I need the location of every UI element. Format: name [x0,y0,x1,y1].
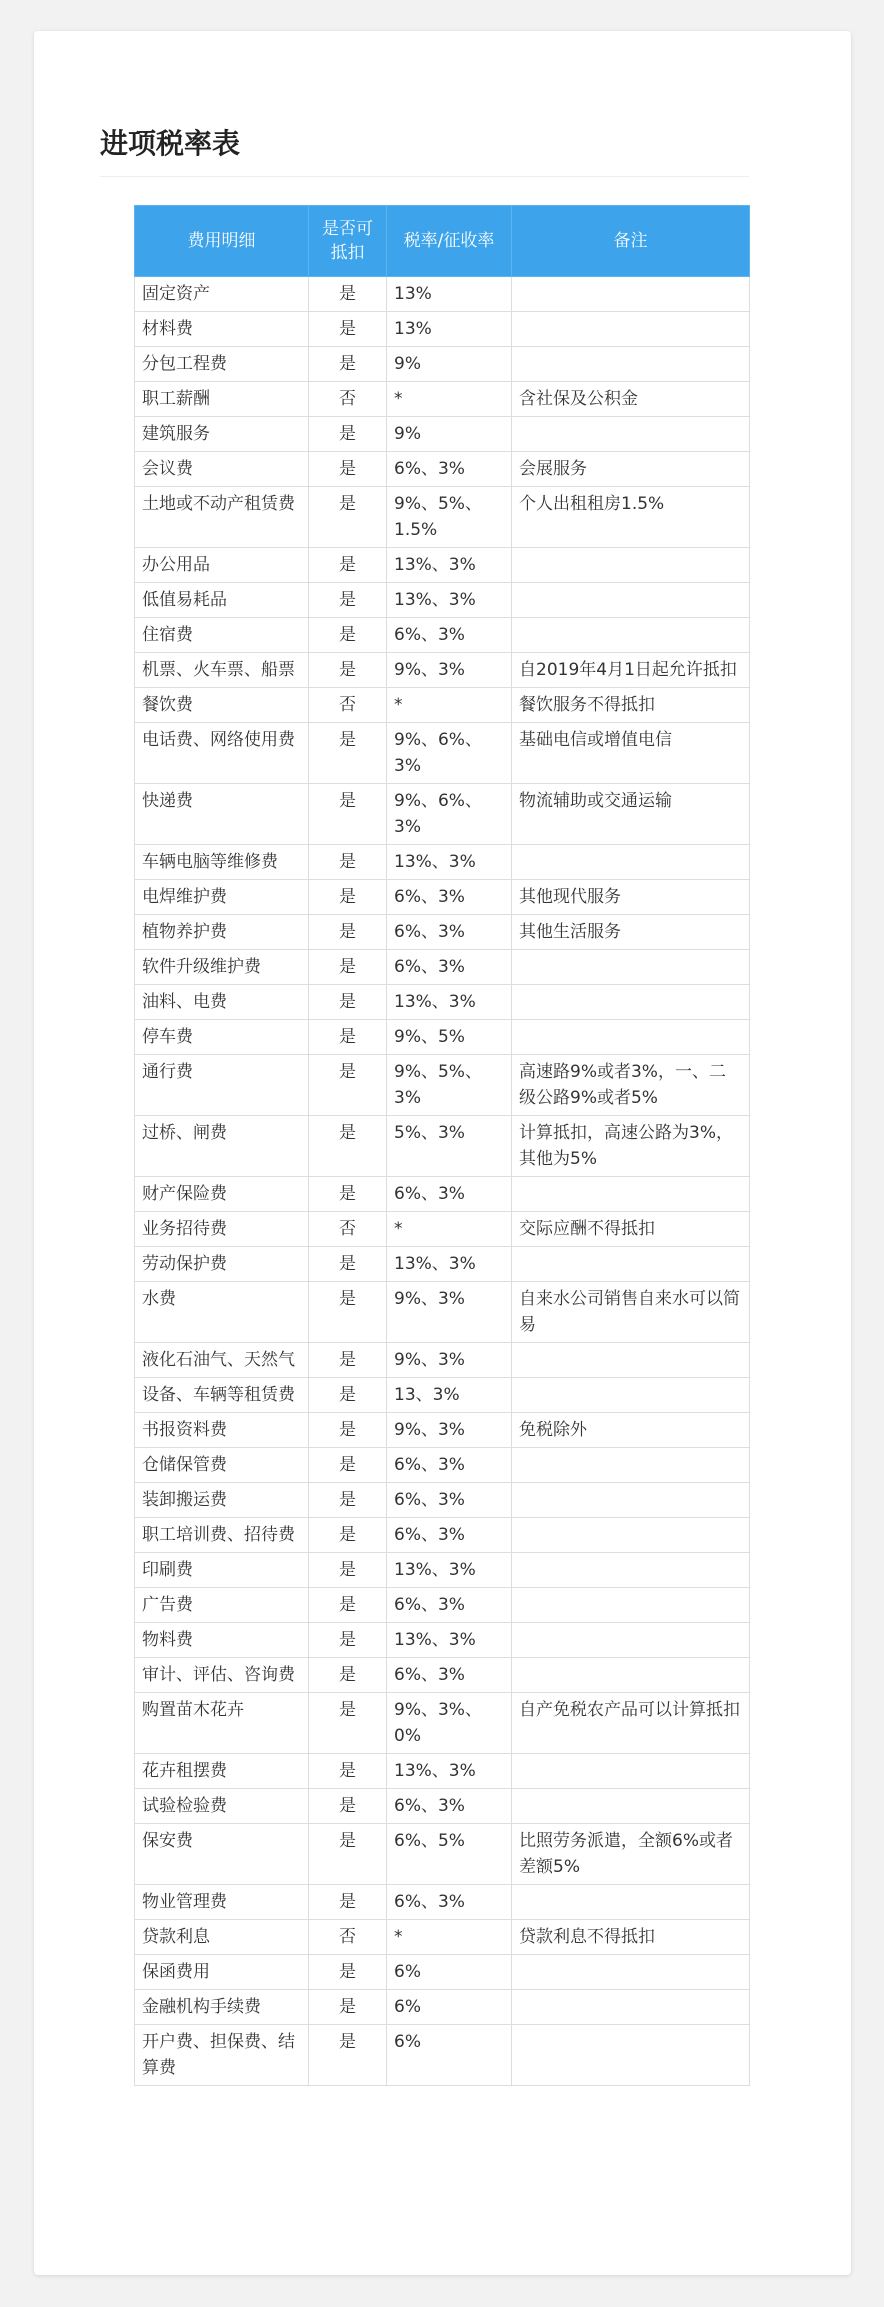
table-row [135,1177,750,1212]
cell-deductible: 是 [309,1055,387,1116]
cell-deductible: 是 [309,1247,387,1282]
cell-note: 餐饮服务不得抵扣 [512,688,750,723]
cell-deductible: 是 [309,950,387,985]
cell-note [512,1247,750,1282]
table-row [135,985,750,1020]
cell-note [512,1623,750,1658]
cell-item: 保函费用 [135,1955,309,1990]
header-rate: 税率/征收率 [387,206,512,277]
table-row [135,382,750,417]
cell-note: 计算抵扣，高速公路为3%，其他为5% [512,1116,750,1177]
cell-rate: 6%、5% [387,1824,512,1885]
cell-rate: 6% [387,1955,512,1990]
table-row [135,1483,750,1518]
cell-note [512,277,750,312]
cell-deductible: 是 [309,985,387,1020]
table-row [135,347,750,382]
table-row [135,950,750,985]
cell-rate: 6%、3% [387,1448,512,1483]
cell-note: 贷款利息不得抵扣 [512,1920,750,1955]
cell-deductible: 是 [309,1693,387,1754]
cell-rate: 6% [387,2025,512,2086]
cell-item: 办公用品 [135,548,309,583]
cell-rate: 9%、3% [387,653,512,688]
cell-rate: * [387,688,512,723]
cell-note: 高速路9%或者3%，一、二级公路9%或者5% [512,1055,750,1116]
table-row [135,1623,750,1658]
cell-rate: 5%、3% [387,1116,512,1177]
table-row [135,277,750,312]
header-row [135,206,750,277]
cell-item: 花卉租摆费 [135,1754,309,1789]
cell-rate: 6%、3% [387,1588,512,1623]
cell-rate: 13%、3% [387,583,512,618]
cell-rate: 13% [387,277,512,312]
cell-note [512,1658,750,1693]
cell-deductible: 否 [309,1920,387,1955]
cell-note: 含社保及公积金 [512,382,750,417]
cell-note [512,1177,750,1212]
cell-item: 物料费 [135,1623,309,1658]
header-note: 备注 [512,206,750,277]
table-row [135,1754,750,1789]
table-row [135,1789,750,1824]
cell-note [512,2025,750,2086]
cell-rate: 6% [387,1990,512,2025]
cell-note [512,347,750,382]
cell-deductible: 是 [309,1588,387,1623]
cell-item: 劳动保护费 [135,1247,309,1282]
table-header [135,206,750,277]
table-row [135,1212,750,1247]
cell-deductible: 是 [309,452,387,487]
cell-note: 基础电信或增值电信 [512,723,750,784]
cell-note [512,1754,750,1789]
table-row [135,784,750,845]
table-row [135,1588,750,1623]
cell-rate: 9%、5% [387,1020,512,1055]
cell-item: 油料、电费 [135,985,309,1020]
table-row [135,1885,750,1920]
cell-deductible: 是 [309,1448,387,1483]
cell-rate: 13%、3% [387,1553,512,1588]
cell-note [512,1955,750,1990]
cell-note: 其他现代服务 [512,880,750,915]
cell-deductible: 是 [309,417,387,452]
table-row [135,452,750,487]
table-row [135,548,750,583]
cell-note: 比照劳务派遣，全额6%或者差额5% [512,1824,750,1885]
cell-note: 免税除外 [512,1413,750,1448]
table-row [135,845,750,880]
table-row [135,487,750,548]
table-row [135,653,750,688]
cell-deductible: 是 [309,277,387,312]
cell-note [512,618,750,653]
cell-item: 机票、火车票、船票 [135,653,309,688]
cell-rate: 13、3% [387,1378,512,1413]
cell-rate: 13% [387,312,512,347]
cell-note [512,985,750,1020]
cell-deductible: 是 [309,2025,387,2086]
cell-note [512,1343,750,1378]
cell-note [512,1885,750,1920]
cell-rate: * [387,1212,512,1247]
cell-deductible: 是 [309,1824,387,1885]
cell-item: 开户费、担保费、结算费 [135,2025,309,2086]
cell-deductible: 是 [309,583,387,618]
table-row [135,1247,750,1282]
table-row [135,1116,750,1177]
cell-deductible: 是 [309,1378,387,1413]
cell-deductible: 是 [309,845,387,880]
table-row [135,312,750,347]
cell-deductible: 否 [309,688,387,723]
cell-note [512,583,750,618]
cell-deductible: 是 [309,1623,387,1658]
cell-rate: 9% [387,417,512,452]
cell-rate: 9%、3%、0% [387,1693,512,1754]
tax-rate-table [134,205,750,2086]
header-item: 费用明细 [135,206,309,277]
cell-rate: 9%、6%、3% [387,784,512,845]
cell-deductible: 是 [309,1343,387,1378]
cell-note: 自产免税农产品可以计算抵扣 [512,1693,750,1754]
cell-rate: 6%、3% [387,880,512,915]
cell-item: 液化石油气、天然气 [135,1343,309,1378]
table-row [135,1920,750,1955]
cell-rate: 6%、3% [387,618,512,653]
table-row [135,1693,750,1754]
cell-note [512,1378,750,1413]
cell-item: 书报资料费 [135,1413,309,1448]
cell-item: 试验检验费 [135,1789,309,1824]
cell-deductible: 是 [309,1518,387,1553]
cell-item: 建筑服务 [135,417,309,452]
cell-rate: 13%、3% [387,548,512,583]
cell-deductible: 是 [309,1282,387,1343]
cell-deductible: 是 [309,653,387,688]
cell-deductible: 是 [309,548,387,583]
cell-deductible: 是 [309,1116,387,1177]
table-body [135,277,750,2086]
cell-note: 物流辅助或交通运输 [512,784,750,845]
cell-item: 购置苗木花卉 [135,1693,309,1754]
cell-deductible: 是 [309,1553,387,1588]
cell-note [512,312,750,347]
cell-item: 快递费 [135,784,309,845]
cell-note: 自2019年4月1日起允许抵扣 [512,653,750,688]
cell-item: 停车费 [135,1020,309,1055]
cell-note [512,548,750,583]
cell-deductible: 是 [309,1754,387,1789]
cell-note [512,1448,750,1483]
cell-item: 职工薪酬 [135,382,309,417]
cell-note [512,1483,750,1518]
title-divider [100,176,749,177]
table-row [135,583,750,618]
cell-rate: 9%、5%、3% [387,1055,512,1116]
cell-item: 餐饮费 [135,688,309,723]
cell-item: 财产保险费 [135,1177,309,1212]
cell-note [512,950,750,985]
cell-item: 土地或不动产租赁费 [135,487,309,548]
cell-rate: 9%、6%、3% [387,723,512,784]
cell-rate: 6%、3% [387,1789,512,1824]
cell-note [512,1990,750,2025]
cell-item: 职工培训费、招待费 [135,1518,309,1553]
cell-rate: 9%、3% [387,1282,512,1343]
table-row [135,1282,750,1343]
cell-rate: 9%、3% [387,1343,512,1378]
cell-rate: 6%、3% [387,1518,512,1553]
table-row [135,1824,750,1885]
cell-rate: 13%、3% [387,985,512,1020]
table-row [135,1413,750,1448]
cell-rate: 9% [387,347,512,382]
cell-deductible: 是 [309,880,387,915]
cell-rate: 6%、3% [387,950,512,985]
table-row [135,1518,750,1553]
cell-item: 住宿费 [135,618,309,653]
cell-rate: 13%、3% [387,845,512,880]
table-row [135,1020,750,1055]
cell-rate: 9%、5%、1.5% [387,487,512,548]
cell-note: 会展服务 [512,452,750,487]
cell-note [512,1789,750,1824]
cell-item: 物业管理费 [135,1885,309,1920]
cell-rate: 6%、3% [387,1885,512,1920]
cell-rate: 9%、3% [387,1413,512,1448]
cell-deductible: 是 [309,1955,387,1990]
cell-item: 通行费 [135,1055,309,1116]
cell-item: 固定资产 [135,277,309,312]
cell-deductible: 否 [309,382,387,417]
cell-rate: 6%、3% [387,1483,512,1518]
cell-item: 电话费、网络使用费 [135,723,309,784]
cell-rate: 13%、3% [387,1623,512,1658]
cell-item: 印刷费 [135,1553,309,1588]
cell-note [512,845,750,880]
cell-item: 设备、车辆等租赁费 [135,1378,309,1413]
cell-note [512,417,750,452]
cell-deductible: 是 [309,1885,387,1920]
table-row [135,1343,750,1378]
cell-item: 装卸搬运费 [135,1483,309,1518]
cell-note [512,1020,750,1055]
cell-rate: 6%、3% [387,915,512,950]
table-row [135,1658,750,1693]
cell-item: 仓储保管费 [135,1448,309,1483]
table-row [135,723,750,784]
cell-deductible: 是 [309,1990,387,2025]
cell-note: 其他生活服务 [512,915,750,950]
table-row [135,2025,750,2086]
cell-deductible: 是 [309,347,387,382]
cell-note: 个人出租租房1.5% [512,487,750,548]
table-row [135,1378,750,1413]
cell-item: 水费 [135,1282,309,1343]
cell-deductible: 是 [309,1483,387,1518]
cell-rate: 6%、3% [387,1177,512,1212]
table-row [135,1055,750,1116]
cell-item: 保安费 [135,1824,309,1885]
cell-item: 贷款利息 [135,1920,309,1955]
cell-item: 车辆电脑等维修费 [135,845,309,880]
cell-deductible: 是 [309,1020,387,1055]
cell-deductible: 是 [309,915,387,950]
page-title: 进项税率表 [100,127,241,160]
cell-item: 植物养护费 [135,915,309,950]
table-row [135,1553,750,1588]
cell-deductible: 是 [309,487,387,548]
cell-deductible: 是 [309,1413,387,1448]
cell-item: 过桥、闸费 [135,1116,309,1177]
cell-item: 电焊维护费 [135,880,309,915]
cell-deductible: 是 [309,723,387,784]
cell-deductible: 否 [309,1212,387,1247]
cell-deductible: 是 [309,784,387,845]
cell-deductible: 是 [309,1789,387,1824]
cell-item: 审计、评估、咨询费 [135,1658,309,1693]
header-deductible: 是否可抵扣 [309,206,387,277]
table-row [135,1990,750,2025]
table-row [135,1955,750,1990]
table-row [135,915,750,950]
cell-item: 金融机构手续费 [135,1990,309,2025]
cell-item: 低值易耗品 [135,583,309,618]
cell-rate: 6%、3% [387,452,512,487]
cell-item: 分包工程费 [135,347,309,382]
cell-deductible: 是 [309,1658,387,1693]
cell-rate: * [387,382,512,417]
table-row [135,618,750,653]
cell-deductible: 是 [309,618,387,653]
cell-deductible: 是 [309,312,387,347]
cell-note: 交际应酬不得抵扣 [512,1212,750,1247]
cell-rate: * [387,1920,512,1955]
cell-note: 自来水公司销售自来水可以简易 [512,1282,750,1343]
cell-item: 材料费 [135,312,309,347]
cell-rate: 6%、3% [387,1658,512,1693]
cell-item: 会议费 [135,452,309,487]
cell-item: 广告费 [135,1588,309,1623]
cell-rate: 13%、3% [387,1247,512,1282]
cell-item: 软件升级维护费 [135,950,309,985]
cell-note [512,1518,750,1553]
cell-deductible: 是 [309,1177,387,1212]
cell-note [512,1588,750,1623]
cell-note [512,1553,750,1588]
table-row [135,880,750,915]
table-row [135,688,750,723]
cell-rate: 13%、3% [387,1754,512,1789]
table-row [135,1448,750,1483]
table-row [135,417,750,452]
cell-item: 业务招待费 [135,1212,309,1247]
